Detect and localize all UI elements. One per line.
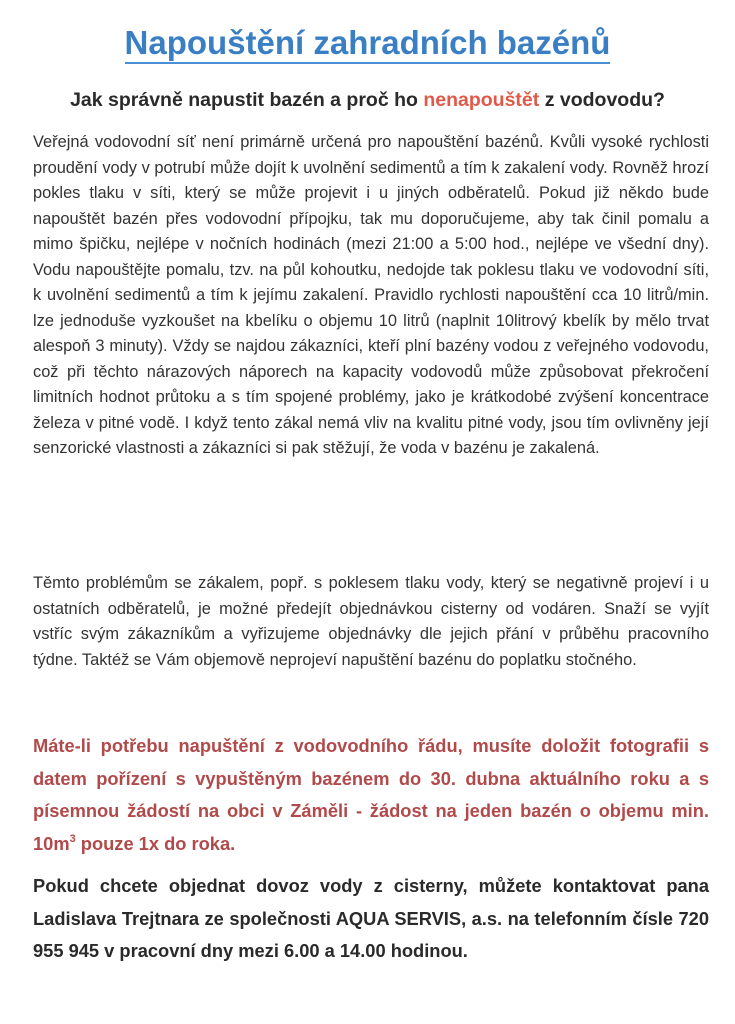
notice-superscript: 3 [69,832,76,845]
subtitle-highlight: nenapouštět [423,89,540,111]
page-subtitle [0,89,735,112]
notice-paragraph [33,730,709,860]
paragraph-tanker: Těmto problémům se zákalem, popř. s poklesem tlaku vody, který se negativně projeví i u ostatních odběratelů, je možné předejít objednávkou cisterny od vodáren. Snaží se vyjít vstříc svým zákazníkům a vyřizujeme objednávky dle jejich přání v průběhu pracovního týdne. Taktéž se Vám objemově neprojeví napuštění bazénu do poplatku stočného. [33,574,709,669]
paragraph-intro: Veřejná vodovodní síť není primárně určená pro napouštění bazénů. Kvůli vysoké rychlosti proudění vody v potrubí může dojít k uvolnění sedimentů a tím k zakalení vody. Rovněž hrozí pokles tlaku v síti, který se může projevit i u jiných odběratelů. Pokud již někdo bude napouštět bazén přes vodovodní přípojku, tak mu doporučujeme, aby tak činil pomalu a mimo špičku, nejlépe v nočních hodinách (mezi 21:00 a 5:00 hod., nejlépe ve všední dny). Vodu napouštějte pomalu, tzv. na půl kohoutku, nedojde tak poklesu tlaku ve vodovodní síti, k uvolnění sedimentů a tím k jejímu zakalení. Pravidlo rychlosti napouštění cca 10 litrů/min. lze jednoduše vyzkoušet na kbelíku o objemu 10 litrů (naplnit 10litrový kbelík by mělo trvat alespoň 3 minuty). Vždy se najdou zákazníci, kteří plní bazény vodou z veřejného vodovodu, což při těchto nárazových náporech na kapacity vodovodů může způsobovat překročení limitních hodnot průtoku a s tím spojené problémy, jako je krátkodobé zvýšení koncentrace železa v pitné vodě. I když tento zákal nemá vliv na kvalitu pitné vody, jsou tím ovlivněny její senzorické vlastnosti a zákazníci si pak stěžují, že voda v bazénu je zakalená. [33,133,709,457]
subtitle-end: z vodovodu? [539,89,665,111]
subtitle-start: Jak správně napustit bazén a proč ho [70,89,424,111]
page-title-text: Napouštění zahradních bazénů [125,24,611,64]
notice-text-end: pouze 1x do roka. [75,832,236,854]
page-title [0,24,735,62]
contact-paragraph: Pokud chcete objednat dovoz vody z cisterny, můžete kontaktovat pana Ladislava Trejtnara ze společnosti AQUA SERVIS, a.s. na telefonním čísle 720 955 945 v pracovní dny mezi 6.00 a 14.00 hodinou. [33,875,709,961]
notice-text: Máte-li potřebu napuštění z vodovodního řádu, musíte doložit fotografii s datem pořízení s vypuštěným bazénem do 30. dubna aktuálního roku a s písemnou žádostí na obci v Záměli - žádost na jeden bazén o objemu min. 10m [33,735,709,854]
